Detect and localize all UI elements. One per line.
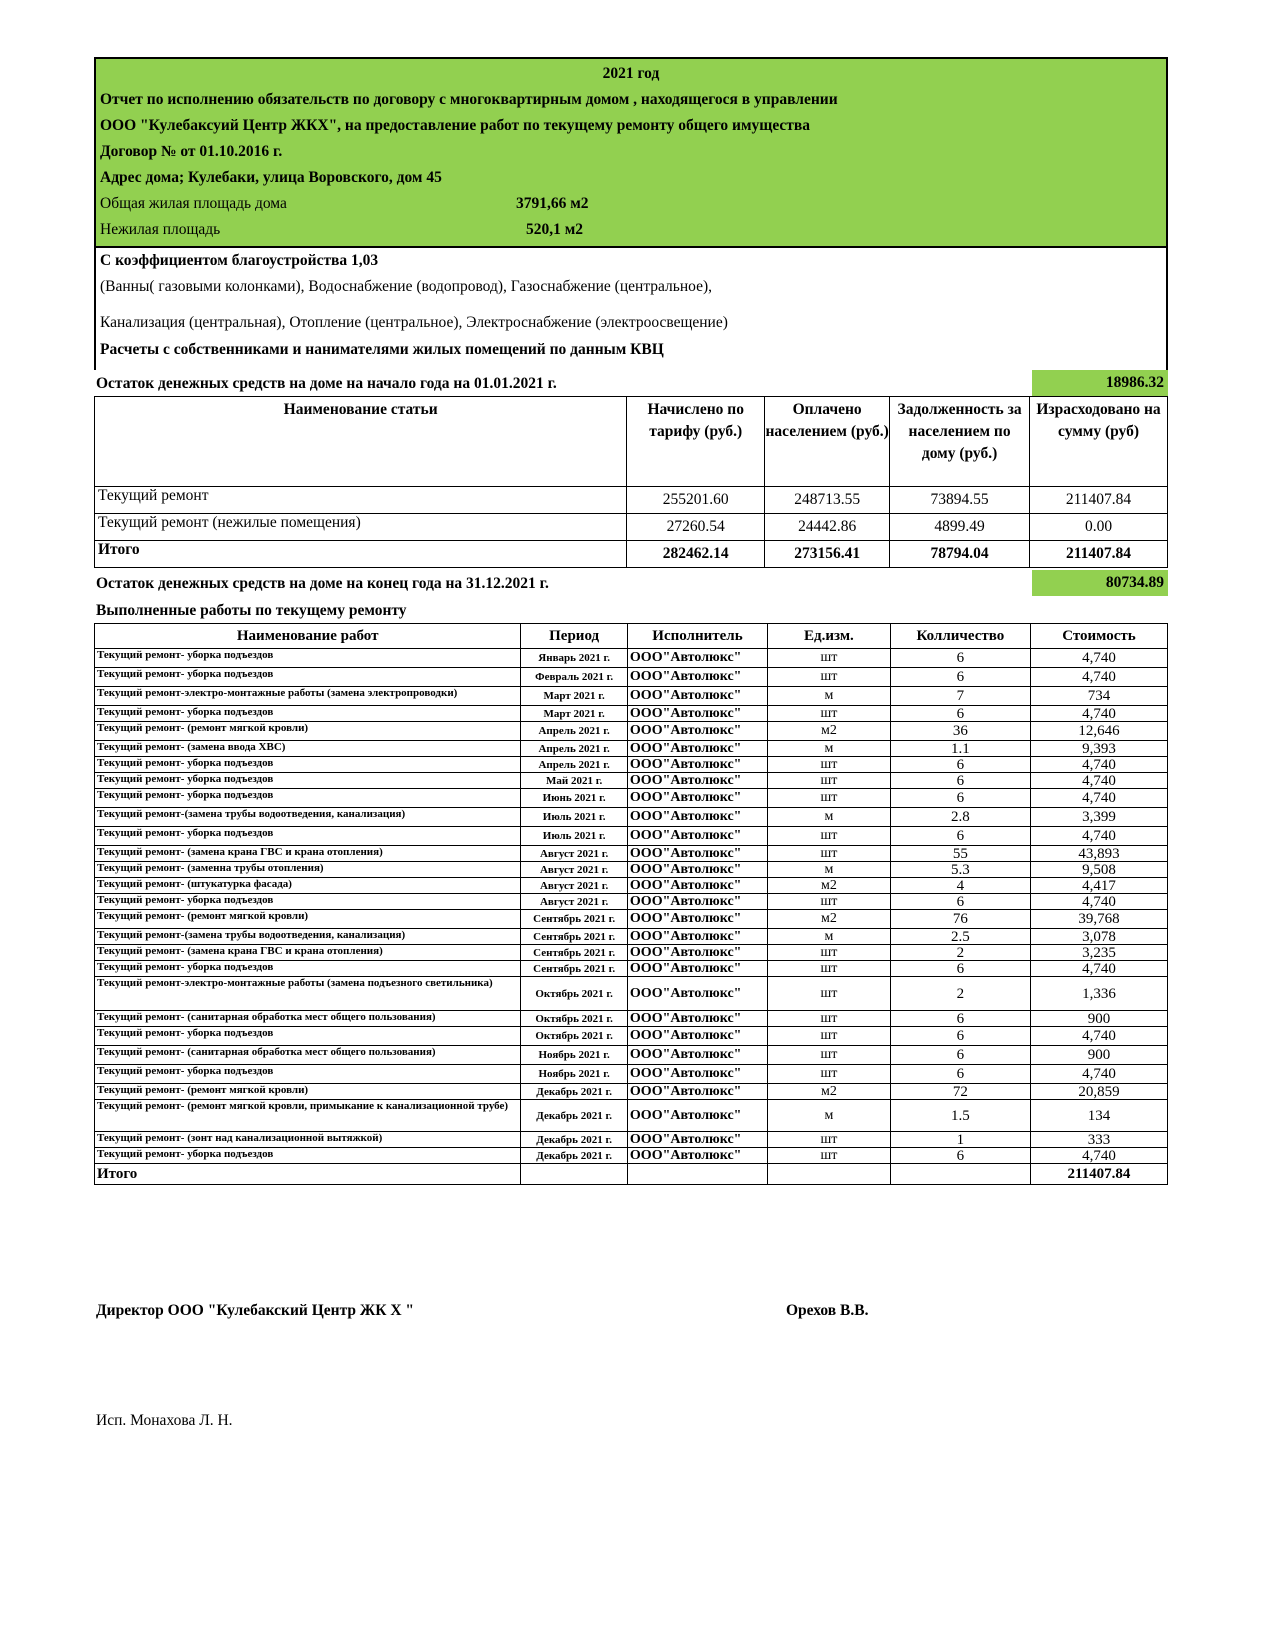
work-executor: ООО"Автолюкс" [627, 894, 767, 910]
work-executor: ООО"Автолюкс" [627, 929, 767, 945]
table-row [95, 878, 1168, 894]
report-title-line2: ООО "Кулебаксуий Центр ЖКХ", на предоставление работ по текущему ремонту общего имущества [100, 117, 811, 134]
work-unit: шт [768, 706, 891, 722]
work-name: Текущий ремонт- уборка подъездов [95, 773, 521, 789]
works-table [94, 623, 1168, 1185]
work-cost: 4,740 [1030, 1027, 1167, 1046]
work-quantity: 6 [890, 773, 1030, 789]
work-name: Текущий ремонт- (заменна трубы отопления) [95, 862, 521, 878]
work-quantity: 1 [890, 1132, 1030, 1148]
work-executor: ООО"Автолюкс" [627, 722, 767, 741]
work-period: Апрель 2021 г. [521, 741, 628, 757]
amenities-line1: (Ванны( газовыми колонками), Водоснабжение (водопровод), Газоснабжение (центральное), [100, 278, 713, 295]
work-unit: шт [768, 1027, 891, 1046]
director-name: Орехов В.В. [786, 1302, 869, 1319]
summary-total-row [95, 541, 1168, 568]
work-period: Август 2021 г. [521, 862, 628, 878]
work-cost: 734 [1030, 687, 1167, 706]
work-executor: ООО"Автолюкс" [627, 741, 767, 757]
nonliving-area-value: 520,1 м2 [526, 221, 584, 238]
work-executor: ООО"Автолюкс" [627, 808, 767, 827]
report-header [94, 57, 1168, 248]
work-cost: 4,740 [1030, 757, 1167, 773]
work-period: Декабрь 2021 г. [521, 1084, 628, 1100]
work-period: Август 2021 г. [521, 846, 628, 862]
work-quantity: 6 [890, 757, 1030, 773]
work-executor: ООО"Автолюкс" [627, 1132, 767, 1148]
work-cost: 4,740 [1030, 961, 1167, 977]
work-name: Текущий ремонт- уборка подъездов [95, 827, 521, 846]
work-quantity: 1.5 [890, 1100, 1030, 1132]
work-cost: 134 [1030, 1100, 1167, 1132]
work-quantity: 7 [890, 687, 1030, 706]
work-unit: м2 [768, 878, 891, 894]
work-period: Сентябрь 2021 г. [521, 945, 628, 961]
work-unit: шт [768, 977, 891, 1011]
works-total-value: 211407.84 [1030, 1164, 1167, 1185]
work-quantity: 6 [890, 1046, 1030, 1065]
work-period: Ноябрь 2021 г. [521, 1046, 628, 1065]
work-period: Март 2021 г. [521, 687, 628, 706]
work-executor: ООО"Автолюкс" [627, 862, 767, 878]
table-row [95, 789, 1168, 808]
table-row [95, 687, 1168, 706]
work-name: Текущий ремонт- уборка подъездов [95, 894, 521, 910]
work-cost: 900 [1030, 1011, 1167, 1027]
work-executor: ООО"Автолюкс" [627, 1084, 767, 1100]
executor-signature: Исп. Монахова Л. Н. [96, 1412, 233, 1429]
work-period: Август 2021 г. [521, 894, 628, 910]
work-unit: шт [768, 827, 891, 846]
summary-col-debt: Задолженность за населением по дому (руб.) [890, 397, 1030, 487]
work-quantity: 1.1 [890, 741, 1030, 757]
summary-col-name: Наименование статьи [95, 397, 627, 487]
works-total-empty [521, 1164, 628, 1185]
summary-total-cell: 211407.84 [1030, 541, 1168, 568]
work-period: Октябрь 2021 г. [521, 1011, 628, 1027]
work-name: Текущий ремонт- (зонт над канализационной вытяжкой) [95, 1132, 521, 1148]
work-unit: шт [768, 961, 891, 977]
amenities-line2: Канализация (центральная), Отопление (центральное), Электроснабжение (электроосвещение) [100, 314, 728, 331]
work-quantity: 2 [890, 977, 1030, 1011]
work-name: Текущий ремонт- (санитарная обработка мест общего пользования) [95, 1046, 521, 1065]
works-col-quantity: Колличество [890, 624, 1030, 649]
work-executor: ООО"Автолюкс" [627, 945, 767, 961]
table-row [95, 894, 1168, 910]
work-quantity: 6 [890, 706, 1030, 722]
work-cost: 4,740 [1030, 649, 1167, 668]
works-title: Выполненные работы по текущему ремонту [96, 602, 407, 619]
table-row [95, 487, 1168, 514]
work-quantity: 2.5 [890, 929, 1030, 945]
work-period: Июль 2021 г. [521, 827, 628, 846]
work-unit: шт [768, 789, 891, 808]
work-quantity: 4 [890, 878, 1030, 894]
work-name: Текущий ремонт- уборка подъездов [95, 1027, 521, 1046]
work-period: Октябрь 2021 г. [521, 1027, 628, 1046]
work-name: Текущий ремонт- (санитарная обработка мест общего пользования) [95, 1011, 521, 1027]
work-unit: м [768, 1100, 891, 1132]
work-unit: шт [768, 894, 891, 910]
work-quantity: 6 [890, 1148, 1030, 1164]
work-unit: шт [768, 846, 891, 862]
work-executor: ООО"Автолюкс" [627, 977, 767, 1011]
work-name: Текущий ремонт- (замена крана ГВС и крана отопления) [95, 846, 521, 862]
table-row [95, 722, 1168, 741]
table-row [95, 649, 1168, 668]
work-cost: 3,235 [1030, 945, 1167, 961]
work-unit: шт [768, 1148, 891, 1164]
work-executor: ООО"Автолюкс" [627, 757, 767, 773]
work-executor: ООО"Автолюкс" [627, 668, 767, 687]
work-unit: м2 [768, 722, 891, 741]
report-title-line1: Отчет по исполнению обязательств по договору с многоквартирным домом , находящегося в управлении [100, 91, 838, 108]
works-col-executor: Исполнитель [627, 624, 767, 649]
summary-cell: 27260.54 [627, 514, 765, 541]
balance-start-value: 18986.32 [1032, 370, 1168, 396]
table-row [95, 741, 1168, 757]
work-quantity: 6 [890, 668, 1030, 687]
summary-cell: Текущий ремонт (нежилые помещения) [95, 514, 627, 541]
summary-cell: 248713.55 [765, 487, 890, 514]
work-period: Март 2021 г. [521, 706, 628, 722]
work-period: Сентябрь 2021 г. [521, 929, 628, 945]
work-cost: 3,078 [1030, 929, 1167, 945]
works-col-unit: Ед.изм. [768, 624, 891, 649]
nonliving-area-label: Нежилая площадь [100, 221, 221, 238]
work-quantity: 2 [890, 945, 1030, 961]
report-year: 2021 год [602, 65, 660, 82]
work-quantity: 55 [890, 846, 1030, 862]
table-row [95, 977, 1168, 1011]
work-cost: 4,740 [1030, 1148, 1167, 1164]
work-executor: ООО"Автолюкс" [627, 649, 767, 668]
table-row [95, 961, 1168, 977]
summary-cell: 211407.84 [1030, 487, 1168, 514]
table-row [95, 668, 1168, 687]
work-executor: ООО"Автолюкс" [627, 1027, 767, 1046]
works-total-row [95, 1164, 1168, 1185]
table-row [95, 1046, 1168, 1065]
work-period: Май 2021 г. [521, 773, 628, 789]
work-name: Текущий ремонт- уборка подъездов [95, 961, 521, 977]
summary-cell: 255201.60 [627, 487, 765, 514]
work-quantity: 36 [890, 722, 1030, 741]
work-quantity: 5.3 [890, 862, 1030, 878]
work-quantity: 6 [890, 1027, 1030, 1046]
work-unit: шт [768, 1011, 891, 1027]
work-unit: шт [768, 1065, 891, 1084]
work-name: Текущий ремонт- (замена ввода ХВС) [95, 741, 521, 757]
work-unit: шт [768, 773, 891, 789]
work-period: Декабрь 2021 г. [521, 1100, 628, 1132]
work-cost: 4,740 [1030, 894, 1167, 910]
work-quantity: 6 [890, 894, 1030, 910]
work-executor: ООО"Автолюкс" [627, 789, 767, 808]
work-period: Ноябрь 2021 г. [521, 1065, 628, 1084]
table-row [95, 808, 1168, 827]
table-row [95, 1084, 1168, 1100]
work-cost: 4,417 [1030, 878, 1167, 894]
work-unit: шт [768, 1046, 891, 1065]
table-row [95, 1148, 1168, 1164]
work-cost: 4,740 [1030, 668, 1167, 687]
table-row [95, 757, 1168, 773]
work-executor: ООО"Автолюкс" [627, 1065, 767, 1084]
work-cost: 43,893 [1030, 846, 1167, 862]
work-period: Октябрь 2021 г. [521, 977, 628, 1011]
work-name: Текущий ремонт- уборка подъездов [95, 757, 521, 773]
work-unit: шт [768, 945, 891, 961]
work-period: Январь 2021 г. [521, 649, 628, 668]
work-executor: ООО"Автолюкс" [627, 827, 767, 846]
summary-total-cell: 78794.04 [890, 541, 1030, 568]
work-cost: 9,393 [1030, 741, 1167, 757]
summary-total-cell: 273156.41 [765, 541, 890, 568]
work-name: Текущий ремонт- (замена крана ГВС и крана отопления) [95, 945, 521, 961]
summary-header-row [95, 397, 1168, 487]
work-unit: м2 [768, 910, 891, 929]
work-period: Апрель 2021 г. [521, 722, 628, 741]
work-cost: 4,740 [1030, 706, 1167, 722]
work-quantity: 6 [890, 649, 1030, 668]
contract-info: Договор № от 01.10.2016 г. [100, 143, 283, 160]
work-unit: м2 [768, 1084, 891, 1100]
work-executor: ООО"Автолюкс" [627, 773, 767, 789]
living-area-value: 3791,66 м2 [516, 195, 589, 212]
work-quantity: 6 [890, 789, 1030, 808]
work-cost: 4,740 [1030, 827, 1167, 846]
summary-total-cell: 282462.14 [627, 541, 765, 568]
house-address: Адрес дома; Кулебаки, улица Воровского, дом 45 [100, 169, 442, 186]
work-executor: ООО"Автолюкс" [627, 910, 767, 929]
works-col-period: Период [521, 624, 628, 649]
living-area-label: Общая жилая площадь дома [100, 195, 287, 212]
work-quantity: 6 [890, 827, 1030, 846]
work-period: Февраль 2021 г. [521, 668, 628, 687]
summary-table [94, 396, 1168, 568]
balance-start-label: Остаток денежных средств на доме на начало года на 01.01.2021 г. [96, 375, 557, 392]
work-quantity: 6 [890, 1011, 1030, 1027]
table-row [95, 862, 1168, 878]
director-signature: Директор ООО "Кулебакский Центр ЖК Х " [96, 1302, 414, 1319]
work-unit: шт [768, 668, 891, 687]
work-name: Текущий ремонт- уборка подъездов [95, 1065, 521, 1084]
work-executor: ООО"Автолюкс" [627, 846, 767, 862]
work-period: Август 2021 г. [521, 878, 628, 894]
table-row [95, 773, 1168, 789]
works-total-empty [627, 1164, 767, 1185]
works-total-empty [890, 1164, 1030, 1185]
work-period: Сентябрь 2021 г. [521, 961, 628, 977]
work-period: Июль 2021 г. [521, 808, 628, 827]
amenities-info [94, 248, 1168, 370]
work-unit: м [768, 687, 891, 706]
table-row [95, 1132, 1168, 1148]
work-executor: ООО"Автолюкс" [627, 961, 767, 977]
work-name: Текущий ремонт- уборка подъездов [95, 706, 521, 722]
work-name: Текущий ремонт-электро-монтажные работы (замена электропроводки) [95, 687, 521, 706]
work-name: Текущий ремонт- (ремонт мягкой кровли) [95, 722, 521, 741]
table-row [95, 827, 1168, 846]
work-name: Текущий ремонт- (штукатурка фасада) [95, 878, 521, 894]
works-total-empty [768, 1164, 891, 1185]
work-name: Текущий ремонт-электро-монтажные работы (замена подъезного светильника) [95, 977, 521, 1011]
table-row [95, 1100, 1168, 1132]
work-cost: 39,768 [1030, 910, 1167, 929]
work-quantity: 76 [890, 910, 1030, 929]
summary-col-paid: Оплачено населением (руб.) [765, 397, 890, 487]
work-cost: 1,336 [1030, 977, 1167, 1011]
table-row [95, 910, 1168, 929]
work-name: Текущий ремонт- уборка подъездов [95, 668, 521, 687]
work-unit: м [768, 741, 891, 757]
table-row [95, 1027, 1168, 1046]
summary-col-spent: Израсходовано на сумму (руб) [1030, 397, 1168, 487]
works-header-row [95, 624, 1168, 649]
work-period: Декабрь 2021 г. [521, 1148, 628, 1164]
work-cost: 900 [1030, 1046, 1167, 1065]
work-cost: 12,646 [1030, 722, 1167, 741]
works-total-label: Итого [95, 1164, 521, 1185]
table-row [95, 1011, 1168, 1027]
work-executor: ООО"Автолюкс" [627, 1100, 767, 1132]
summary-cell: 4899.49 [890, 514, 1030, 541]
work-executor: ООО"Автолюкс" [627, 706, 767, 722]
work-name: Текущий ремонт-(замена трубы водоотведения, канализация) [95, 808, 521, 827]
work-name: Текущий ремонт- (ремонт мягкой кровли) [95, 1084, 521, 1100]
work-unit: шт [768, 757, 891, 773]
work-name: Текущий ремонт- уборка подъездов [95, 789, 521, 808]
work-name: Текущий ремонт- уборка подъездов [95, 1148, 521, 1164]
work-unit: шт [768, 1132, 891, 1148]
works-col-name: Наименование работ [95, 624, 521, 649]
work-quantity: 6 [890, 961, 1030, 977]
settlements-title: Расчеты с собственниками и нанимателями жилых помещений по данным КВЦ [100, 341, 664, 358]
work-cost: 3,399 [1030, 808, 1167, 827]
work-name: Текущий ремонт- уборка подъездов [95, 649, 521, 668]
work-period: Декабрь 2021 г. [521, 1132, 628, 1148]
work-executor: ООО"Автолюкс" [627, 1011, 767, 1027]
work-unit: шт [768, 649, 891, 668]
work-unit: м [768, 862, 891, 878]
work-period: Июнь 2021 г. [521, 789, 628, 808]
work-cost: 4,740 [1030, 1065, 1167, 1084]
table-row [95, 706, 1168, 722]
balance-end-value: 80734.89 [1032, 570, 1168, 596]
work-cost: 20,859 [1030, 1084, 1167, 1100]
work-quantity: 72 [890, 1084, 1030, 1100]
work-executor: ООО"Автолюкс" [627, 878, 767, 894]
work-name: Текущий ремонт- (ремонт мягкой кровли, примыкание к канализационной трубе) [95, 1100, 521, 1132]
work-period: Апрель 2021 г. [521, 757, 628, 773]
work-executor: ООО"Автолюкс" [627, 687, 767, 706]
work-quantity: 6 [890, 1065, 1030, 1084]
work-cost: 4,740 [1030, 773, 1167, 789]
work-name: Текущий ремонт-(замена трубы водоотведения, канализация) [95, 929, 521, 945]
summary-cell: 0.00 [1030, 514, 1168, 541]
work-cost: 9,508 [1030, 862, 1167, 878]
work-quantity: 2.8 [890, 808, 1030, 827]
summary-cell: Текущий ремонт [95, 487, 627, 514]
balance-end-label: Остаток денежных средств на доме на конец года на 31.12.2021 г. [96, 575, 549, 592]
work-cost: 333 [1030, 1132, 1167, 1148]
work-executor: ООО"Автолюкс" [627, 1046, 767, 1065]
work-period: Сентябрь 2021 г. [521, 910, 628, 929]
works-col-cost: Стоимость [1030, 624, 1167, 649]
table-row [95, 929, 1168, 945]
work-cost: 4,740 [1030, 789, 1167, 808]
table-row [95, 945, 1168, 961]
amenity-coefficient: С коэффициентом благоустройства 1,03 [100, 252, 379, 269]
work-unit: м [768, 929, 891, 945]
summary-total-cell: Итого [95, 541, 627, 568]
summary-col-charged: Начислено по тарифу (руб.) [627, 397, 765, 487]
table-row [95, 846, 1168, 862]
work-unit: м [768, 808, 891, 827]
summary-cell: 73894.55 [890, 487, 1030, 514]
table-row [95, 514, 1168, 541]
work-executor: ООО"Автолюкс" [627, 1148, 767, 1164]
work-name: Текущий ремонт- (ремонт мягкой кровли) [95, 910, 521, 929]
table-row [95, 1065, 1168, 1084]
summary-cell: 24442.86 [765, 514, 890, 541]
